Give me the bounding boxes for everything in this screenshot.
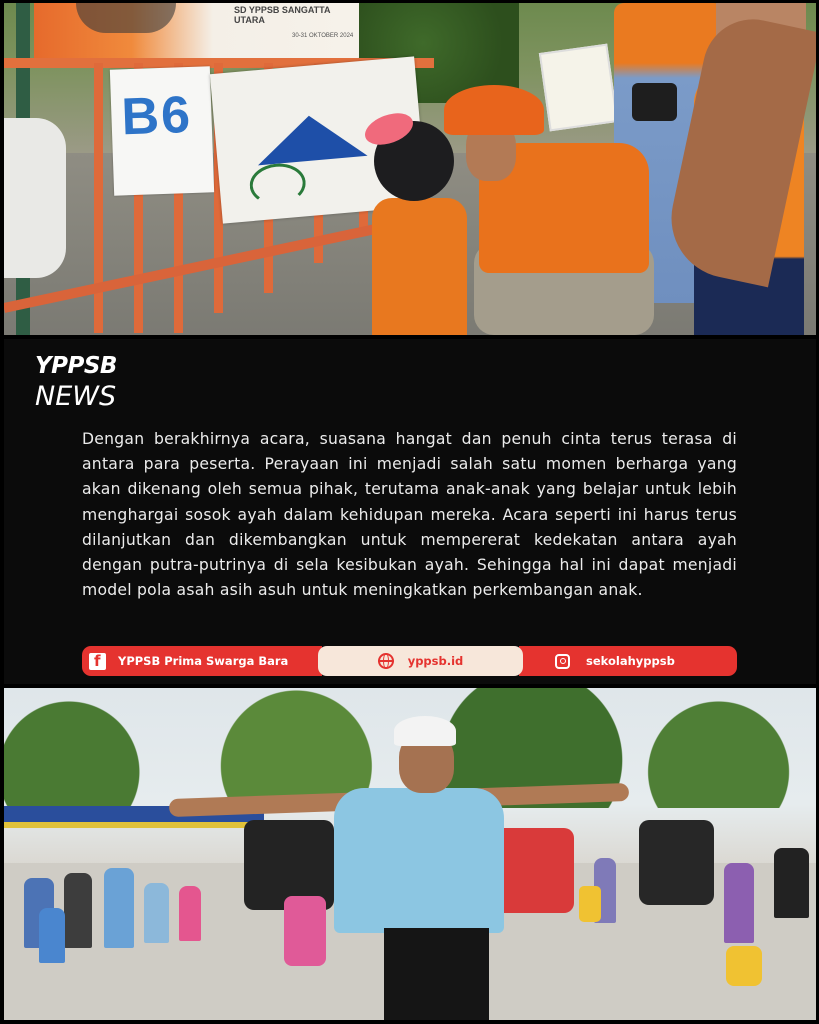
top-photo bbox=[4, 3, 816, 335]
social-links-bar bbox=[82, 646, 737, 676]
website-label: yppsb.id bbox=[407, 654, 464, 668]
crowd-person bbox=[64, 873, 92, 948]
camera bbox=[632, 83, 677, 121]
instagram-link[interactable] bbox=[519, 646, 737, 676]
brand-logo-news: NEWS bbox=[35, 381, 117, 412]
banner-date: 30-31 OKTOBER 2024 bbox=[292, 33, 354, 39]
facebook-label: YPPSB Prima Swarga Bara bbox=[118, 654, 289, 668]
crowd-person bbox=[144, 883, 169, 943]
facebook-icon bbox=[89, 653, 106, 670]
instagram-icon bbox=[555, 654, 570, 669]
white-cloth bbox=[4, 118, 66, 278]
b6-sign-text: B6 bbox=[120, 85, 193, 147]
brand-logo-yppsb: YPPSB bbox=[35, 353, 117, 379]
man-orange-cap bbox=[444, 85, 544, 135]
small-drawing-board bbox=[539, 44, 618, 132]
b6-sign bbox=[110, 66, 214, 195]
leader-white-cap bbox=[394, 716, 456, 746]
crowd-person bbox=[39, 908, 65, 963]
painted-mountain bbox=[254, 111, 368, 165]
event-banner bbox=[34, 3, 359, 61]
crowd-person bbox=[179, 886, 201, 941]
man-black-shirt-right bbox=[639, 820, 714, 905]
globe-icon bbox=[378, 653, 394, 669]
crowd-person bbox=[104, 868, 134, 948]
facebook-link[interactable] bbox=[82, 646, 322, 676]
news-panel bbox=[4, 339, 816, 684]
child-yellow-vest bbox=[726, 946, 762, 986]
crowd-person bbox=[774, 848, 809, 918]
leader-blue-shirt bbox=[334, 788, 504, 933]
instagram-label: sekolahyppsb bbox=[586, 654, 675, 668]
website-link[interactable] bbox=[318, 646, 523, 676]
leader-black-pants bbox=[384, 928, 489, 1020]
news-body-text: Dengan berakhirnya acara, suasana hangat dan penuh cinta terus terasa di antara para peserta. Perayaan ini menjadi salah satu momen berharga yang akan dikenang oleh semua pihak, terutama anak-anak yang belajar untuk lebih menghargai sosok ayah dalam kehidupan mereka. Acara seperti ini harus terus dilanjutkan dan dikembangkan untuk mempererat kedekatan antara ayah dengan putra-putrinya di sela kesibukan ayah. Sehingga hal ini dapat menjadi model pola asah asih asuh untuk meningkatkan perkembangan anak. bbox=[82, 430, 737, 600]
crowd-person bbox=[724, 863, 754, 943]
girl-pink-vest bbox=[284, 896, 326, 966]
bottom-photo bbox=[4, 688, 816, 1020]
painted-tree bbox=[248, 161, 307, 207]
child-yellow-shirt bbox=[579, 886, 601, 922]
child-orange-shirt bbox=[372, 198, 467, 335]
banner-title: SD YPPSB SANGATTA UTARA bbox=[234, 5, 331, 25]
banner-graphic bbox=[76, 3, 176, 33]
